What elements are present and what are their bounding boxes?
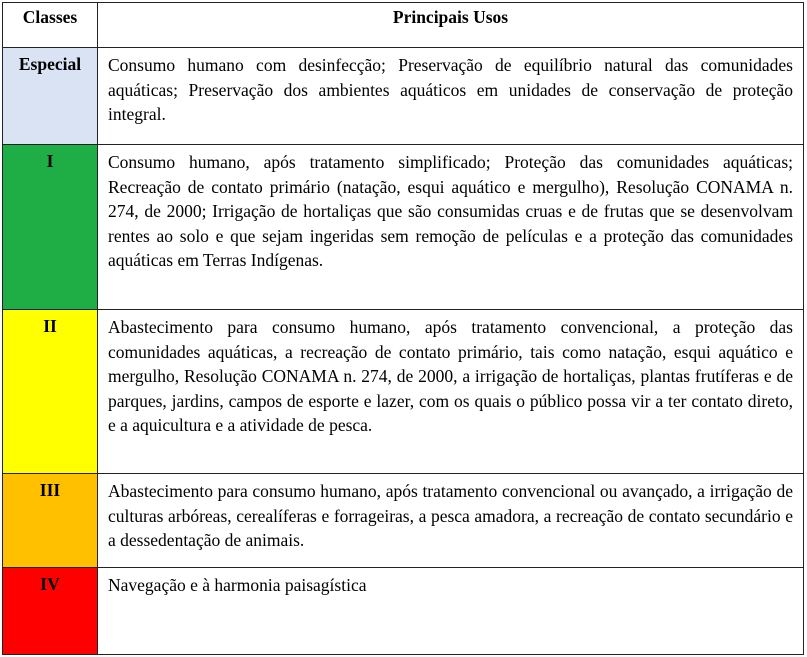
- uses-cell: Consumo humano com desinfecção; Preservação de equilíbrio natural das comunidades aquáticas; Preservação dos ambientes aquáticos em unidades de conservação de proteção integral.: [98, 48, 804, 145]
- table-row: [3, 48, 804, 145]
- uses-cell: Abastecimento para consumo humano, após tratamento convencional, a proteção das comunidades aquáticas, a recreação de contato primário, tais como natação, esqui aquático e mergulho, Resolução CONAMA n. 274, de 2000, a irrigação de hortaliças, plantas frutíferas e de parques, jardins, campos de esporte e lazer, com os quais o público possa vir a ter contato direto, e a aquicultura e a atividade de pesca.: [98, 310, 804, 474]
- table-header-row: [3, 3, 804, 48]
- header-classes: Classes: [3, 3, 98, 48]
- table-row: [3, 474, 804, 568]
- header-principais-usos: Principais Usos: [98, 3, 804, 48]
- table-row: [3, 310, 804, 474]
- water-classes-table: [2, 2, 804, 655]
- class-cell-i: I: [3, 145, 98, 310]
- uses-cell: Abastecimento para consumo humano, após tratamento convencional ou avançado, a irrigação de culturas arbóreas, cerealíferas e forrageiras, a pesca amadora, a recreação de contato secundário e a dessedentação de animais.: [98, 474, 804, 568]
- class-cell-iv: IV: [3, 568, 98, 655]
- class-cell-iii: III: [3, 474, 98, 568]
- table-row: [3, 145, 804, 310]
- class-cell-ii: II: [3, 310, 98, 474]
- uses-cell: Navegação e à harmonia paisagística: [98, 568, 804, 655]
- table-row: [3, 568, 804, 655]
- class-cell-especial: Especial: [3, 48, 98, 145]
- uses-cell: Consumo humano, após tratamento simplificado; Proteção das comunidades aquáticas; Recreação de contato primário (natação, esqui aquático e mergulho), Resolução CONAMA n. 274, de 2000; Irrigação de hortaliças que são consumidas cruas e de frutas que se desenvolvam rentes ao solo e que sejam ingeridas sem remoção de películas e a proteção das comunidades aquáticas em Terras Indígenas.: [98, 145, 804, 310]
